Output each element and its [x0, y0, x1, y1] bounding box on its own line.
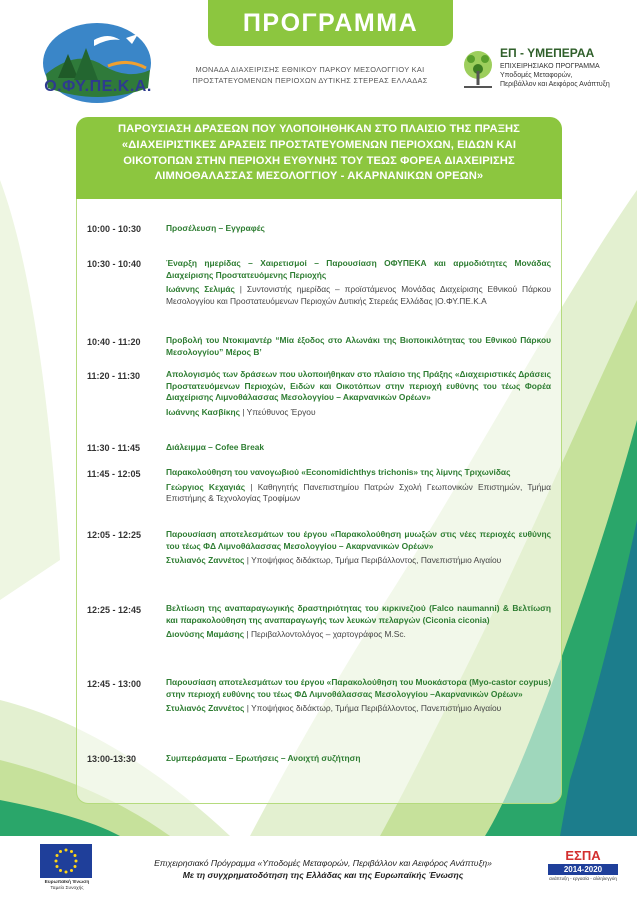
title-line3: ΟΙΚΟΤΟΠΩΝ ΣΤΗΝ ΠΕΡΙΟΧΗ ΕΥΘΥΝΗΣ ΤΟΥ ΤΕΩΣ ΦΟΡΕΑ ΔΙΑΧΕΙΡΙΣΗΣ — [123, 154, 515, 167]
speaker-name: Στυλιανός Ζαννέτος — [166, 555, 245, 566]
time-slot: 11:45 - 12:05 — [87, 469, 141, 479]
item-text: Παρουσίαση αποτελεσμάτων του έργου «Παρακολούθηση του Μυοκάστορα (Myo-castor coypus) στην περιοχή ευθύνης του τέως ΦΔ Λιμνοθάλασσας Μεσολογγίου –Ακαρνανικών Ορέων» — [166, 677, 551, 699]
item-text: Βελτίωση της αναπαραγωγικής δραστηριότητας του κιρκινεζιού (Falco naumanni) & Βελτίωση και παρακολούθηση της αναπαραγωγής των λευκών πελαργών (Ciconia ciconia) — [166, 603, 551, 625]
item-text: Παρουσίαση αποτελεσμάτων του έργου «Παρακολούθηση μυωξών στις νέες περιοχές ευθύνης του τέως ΦΔ Λιμνοθάλασσας Μεσολογγίου – Ακαρνανικών Ορέων» — [166, 529, 551, 551]
time-slot: 10:40 - 11:20 — [87, 337, 141, 347]
ep-sub-line3: Περιβάλλον και Αειφόρος Ανάπτυξη — [500, 81, 610, 88]
funding-text — [118, 857, 528, 881]
funding-line1: Επιχειρησιακό Πρόγραμμα «Υποδομές Μεταφορών, Περιβάλλον και Αειφόρος Ανάπτυξη» — [154, 858, 492, 868]
speaker-name: Γεώργιος Κεχαγιάς — [166, 481, 246, 492]
eu-caption-line1: Ευρωπαϊκή Ένωση — [44, 880, 90, 885]
eu-caption-line2: Ταμείο Συνοχής — [50, 886, 84, 891]
espa-logo — [548, 849, 618, 887]
time-slot: 12:25 - 12:45 — [87, 605, 142, 615]
program-item — [166, 753, 551, 765]
speaker-name: Διονύσης Μαμάσης — [166, 629, 245, 640]
item-speaker — [166, 703, 551, 715]
program-item — [166, 335, 551, 358]
time-slot: 12:05 - 12:25 — [87, 530, 142, 540]
time-slot: 10:00 - 10:30 — [87, 224, 142, 234]
item-speaker — [166, 555, 551, 567]
item-text: Παρακολούθηση του νανογωβιού «Economidichthys trichonis» της λίμνης Τριχωνίδας — [166, 467, 511, 477]
funding-line2: Με τη συγχρηματοδότηση της Ελλάδας και της Ευρωπαϊκής Ένωσης — [182, 870, 464, 880]
item-text: Απολογισμός των δράσεων που υλοποιήθηκαν στο πλαίσιο της Πράξης «Διαχειριστικές Δράσεις Προστατευόμενων Περιοχών, Ειδών και Οικοτόπων στην περιοχή ευθύνης του τέως Φορέα Διαχείρισης Λιμνοθάλασσας Μεσολογγίου – Ακαρνανικών Ορέων» — [166, 369, 551, 403]
program-item — [166, 529, 551, 567]
item-text: Συμπεράσματα – Ερωτήσεις – Ανοιχτή συζήτηση — [166, 753, 361, 763]
title-line1: ΠΑΡΟΥΣΙΑΣΗ ΔΡΑΣΕΩΝ ΠΟΥ ΥΛΟΠΟΙΗΘΗΚΑΝ ΣΤΟ ΠΛΑΙΣΙΟ ΤΗΣ ΠΡΑΞΗΣ — [117, 123, 521, 135]
time-slot: 10:30 - 10:40 — [87, 259, 142, 269]
time-slot: 11:30 - 11:45 — [87, 443, 141, 453]
speaker-name: Ιωάννης Σελιμάς — [166, 284, 235, 295]
item-text: Προσέλευση – Εγγραφές — [166, 223, 265, 233]
item-text: Προβολή του Ντοκιμαντέρ “Μία έξοδος στο Αλωνάκι της Βιοποικιλότητας του Εθνικού Πάρκου Μεσολογγίου” Μέρος Β’ — [166, 335, 551, 357]
item-speaker — [166, 482, 551, 505]
speaker-role: | Υποψήφιος διδάκτωρ, Τμήμα Περιβάλλοντος, Πανεπιστήμιο Αιγαίου — [244, 703, 502, 714]
speaker-role: | Υπεύθυνος Έργου — [239, 406, 316, 417]
speaker-role: | Συντονιστής ημερίδας – προϊστάμενος Μονάδας Διαχείρισης Εθνικού Πάρκου Μεσολογγίου και Προστατευόμενων Περιοχών Δυτικής Στερεάς Ελλάδας |Ο.ΦΥ.ΠΕ.Κ.Α — [166, 284, 551, 306]
unit-name-line2: ΠΡΟΣΤΑΤΕΥΟΜΕΝΩΝ ΠΕΡΙΟΧΩΝ ΔΥΤΙΚΗΣ ΣΤΕΡΕΑΣ ΕΛΛΑΔΑΣ — [192, 75, 428, 85]
program-item — [166, 442, 551, 454]
title-line2: «ΔΙΑΧΕΙΡΙΣΤΙΚΕΣ ΔΡΑΣΕΙΣ ΠΡΟΣΤΑΤΕΥΟΜΕΝΩΝ ΠΕΡΙΟΧΩΝ, ΕΙΔΩΝ ΚΑΙ — [121, 138, 517, 151]
eu-flag-icon — [40, 844, 92, 878]
ep-sub-line1: ΕΠΙΧΕΙΡΗΣΙΑΚΟ ΠΡΟΓΡΑΜΜΑ — [500, 63, 600, 70]
ep-sub-line2: Υποδομές Μεταφορών, — [500, 72, 573, 79]
program-item — [166, 603, 551, 641]
item-speaker — [166, 407, 551, 419]
speaker-name: Ιωάννης Κασβίκης — [166, 406, 240, 417]
speaker-role: | Υποψήφιος διδάκτωρ, Τμήμα Περιβάλλοντος, Πανεπιστήμιο Αιγαίου — [244, 555, 502, 566]
item-speaker — [166, 629, 551, 641]
eu-caption — [34, 880, 100, 892]
time-slot: 11:20 - 11:30 — [87, 371, 141, 381]
speaker-role: | Περιβαλλοντολόγος – χαρτογράφος M.Sc. — [244, 629, 406, 640]
unit-name-line1: ΜΟΝΑΔΑ ΔΙΑΧΕΙΡΙΣΗΣ ΕΘΝΙΚΟΥ ΠΑΡΚΟΥ ΜΕΣΟΛΟΓΓΙΟΥ ΚΑΙ — [195, 65, 425, 74]
ep-title: ΕΠ - ΥΜΕΠΕΡΑΑ — [500, 46, 595, 60]
program-item — [166, 258, 551, 307]
item-speaker — [166, 284, 551, 307]
org-acronym: Ο.ΦΥ.ΠΕ.Κ.Α. — [44, 78, 152, 95]
time-slot: 12:45 - 13:00 — [87, 679, 142, 689]
time-slot: 13:00-13:30 — [87, 754, 137, 764]
espa-title: ΕΣΠΑ — [565, 848, 601, 863]
program-item — [166, 677, 551, 715]
speaker-name: Στυλιανός Ζαννέτος — [166, 703, 245, 714]
item-text: Διάλειμμα – Cofee Break — [166, 442, 265, 452]
item-text: Έναρξη ημερίδας – Χαιρετισμοί – Παρουσίαση ΟΦΥΠΕΚΑ και αρμοδιότητες Μονάδας Διαχείρισης Προστατευόμενης Περιοχής — [166, 258, 551, 280]
program-item — [166, 467, 551, 505]
title-line4: ΛΙΜΝΟΘΑΛΑΣΣΑΣ ΜΕΣΟΛΟΓΓΙΟΥ - ΑΚΑΡΝΑΝΙΚΩΝ ΟΡΕΩΝ» — [154, 170, 484, 183]
espa-subtitle: ανάπτυξη - εργασία - αλληλεγγύη — [549, 876, 617, 881]
program-item — [166, 223, 551, 235]
speaker-role: | Καθηγητής Πανεπιστημίου Πατρών Σχολή Γεωπονικών Επιστημών, Τμήμα Επιστήμης & Τεχνολογίας Τροφίμων — [166, 481, 551, 504]
espa-years: 2014-2020 — [548, 864, 618, 875]
program-item — [166, 369, 551, 418]
program-banner: ΠΡΟΓΡΑΜΜΑ — [208, 0, 453, 46]
